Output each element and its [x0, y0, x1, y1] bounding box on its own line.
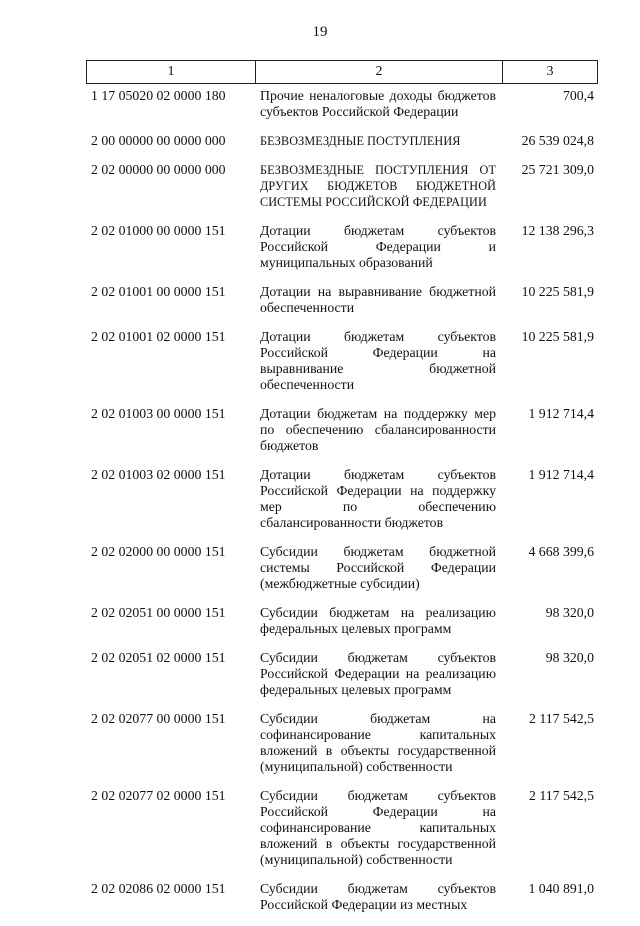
column-header-3: 3 — [503, 61, 598, 84]
page-number: 19 — [312, 24, 328, 40]
income-name: Дотации бюджетам субъектов Российской Федерации на поддержку мер по обеспечению сбалансированности бюджетов — [260, 467, 496, 530]
income-name: Субсидии бюджетам на реализацию федеральных целевых программ — [260, 605, 496, 636]
income-name: Прочие неналоговые доходы бюджетов субъектов Российской Федерации — [260, 88, 496, 119]
amount: 1 040 891,0 — [528, 881, 594, 896]
amount: 12 138 296,3 — [521, 223, 594, 238]
table-row — [86, 88, 598, 120]
table-row — [86, 605, 598, 637]
income-name: Субсидии бюджетам субъектов Российской Федерации на софинансирование капитальных вложений в объекты государственной (муниципальной) собственности — [260, 788, 496, 867]
budget-code: 2 02 02077 00 0000 151 — [91, 711, 226, 726]
column-header-1: 1 — [87, 61, 256, 84]
income-name: Субсидии бюджетам субъектов Российской Федерации из местных — [260, 881, 496, 912]
amount: 4 668 399,6 — [528, 544, 594, 559]
amount: 10 225 581,9 — [521, 284, 594, 299]
budget-code: 2 02 02051 00 0000 151 — [91, 605, 226, 620]
income-name: Субсидии бюджетам субъектов Российской Федерации на реализацию федеральных целевых программ — [260, 650, 496, 697]
income-name: Дотации бюджетам субъектов Российской Федерации и муниципальных образований — [260, 223, 496, 270]
income-name: Дотации бюджетам субъектов Российской Федерации на выравнивание бюджетной обеспеченности — [260, 329, 496, 392]
budget-code: 2 02 01000 00 0000 151 — [91, 223, 226, 238]
budget-code: 2 02 02086 02 0000 151 — [91, 881, 226, 896]
income-name: БЕЗВОЗМЕЗДНЫЕ ПОСТУПЛЕНИЯ — [260, 134, 461, 148]
amount: 98 320,0 — [545, 605, 594, 620]
table-row — [86, 223, 598, 271]
income-name: Дотации бюджетам на поддержку мер по обеспечению сбалансированности бюджетов — [260, 406, 496, 453]
amount: 1 912 714,4 — [528, 406, 594, 421]
budget-rows — [86, 88, 598, 926]
income-name: Субсидии бюджетам бюджетной системы Российской Федерации (межбюджетные субсидии) — [260, 544, 496, 591]
table-row — [86, 650, 598, 698]
table-row — [86, 544, 598, 592]
budget-code: 2 02 01003 02 0000 151 — [91, 467, 226, 482]
budget-code: 1 17 05020 02 0000 180 — [91, 88, 226, 103]
amount: 700,4 — [562, 88, 594, 103]
amount: 98 320,0 — [545, 650, 594, 665]
column-header-2: 2 — [256, 61, 503, 84]
amount: 1 912 714,4 — [528, 467, 594, 482]
budget-code: 2 02 02077 02 0000 151 — [91, 788, 226, 803]
column-header-table — [86, 60, 598, 84]
amount: 26 539 024,8 — [521, 133, 594, 148]
budget-code: 2 02 02000 00 0000 151 — [91, 544, 226, 559]
table-row — [86, 133, 598, 149]
table-row — [86, 329, 598, 393]
budget-code: 2 02 01001 02 0000 151 — [91, 329, 226, 344]
budget-code: 2 02 01003 00 0000 151 — [91, 406, 226, 421]
income-name: Дотации на выравнивание бюджетной обеспеченности — [260, 284, 496, 315]
amount: 10 225 581,9 — [521, 329, 594, 344]
table-row — [86, 406, 598, 454]
table-row — [86, 284, 598, 316]
income-name: БЕЗВОЗМЕЗДНЫЕ ПОСТУПЛЕНИЯ ОТ ДРУГИХ БЮДЖЕТОВ БЮДЖЕТНОЙ СИСТЕМЫ РОССИЙСКОЙ ФЕДЕРАЦИИ — [260, 163, 496, 209]
table-row — [86, 711, 598, 775]
table-row — [86, 788, 598, 868]
budget-code: 2 02 02051 02 0000 151 — [91, 650, 226, 665]
amount: 25 721 309,0 — [521, 162, 594, 177]
budget-code: 2 02 01001 00 0000 151 — [91, 284, 226, 299]
budget-code: 2 00 00000 00 0000 000 — [91, 133, 226, 148]
amount: 2 117 542,5 — [528, 711, 594, 726]
table-row — [86, 467, 598, 531]
table-row — [86, 162, 598, 210]
amount: 2 117 542,5 — [528, 788, 594, 803]
income-name: Субсидии бюджетам на софинансирование капитальных вложений в объекты государственной (муниципальной) собственности — [260, 711, 496, 774]
table-row — [86, 881, 598, 913]
budget-code: 2 02 00000 00 0000 000 — [91, 162, 226, 177]
